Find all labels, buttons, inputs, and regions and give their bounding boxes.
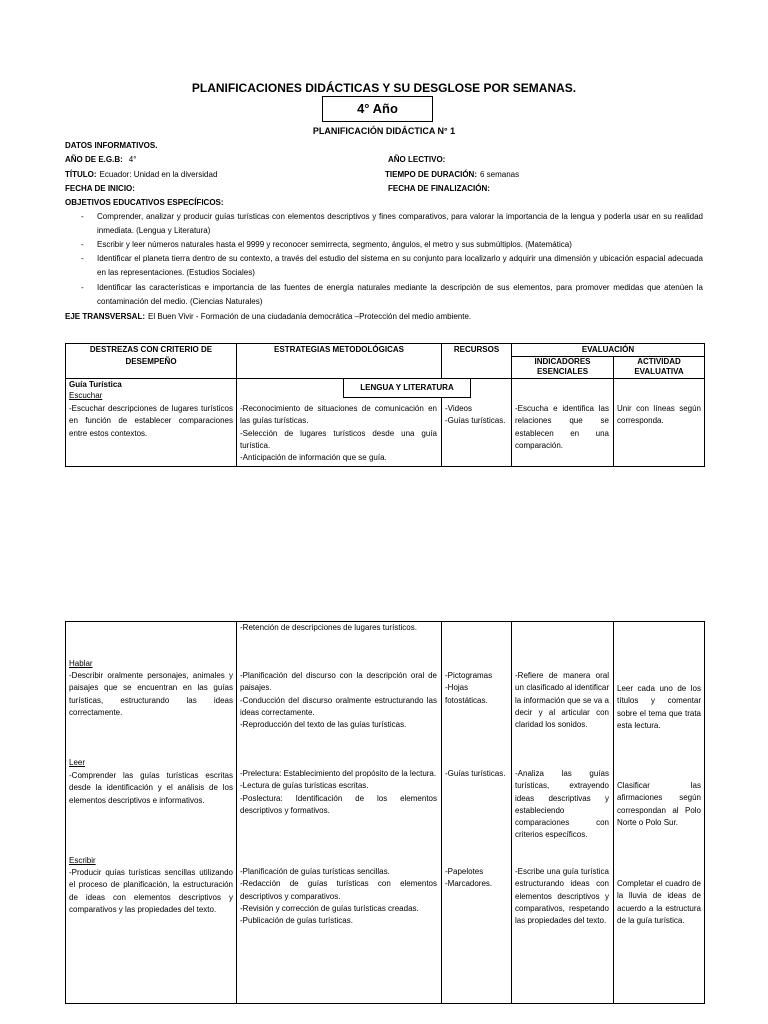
grade-box: 4° Año xyxy=(322,96,433,122)
cross-axis-row xyxy=(65,310,471,324)
activity-text: Completar el cuadro de la lluvia de ideas de acuerdo a la estructura de la guía turística. xyxy=(617,879,701,925)
column-divider xyxy=(441,344,442,466)
title-label: TÍTULO: xyxy=(65,170,97,179)
resources-list xyxy=(445,866,508,891)
strategy-item: -Planificación del discurso con la descripción oral de paisajes. xyxy=(240,671,437,693)
resource-item: -Guías turísticas. xyxy=(445,769,506,778)
skill-description: -Producir quías turísticas sencillas utilizando el proceso de planificación, la estructuración de ideas con elementos descriptivos y comparativos y las propiedades del texto. xyxy=(69,868,233,914)
indicator-text: -Analiza las guías turísticas, extrayendo ideas descriptivas y estableciendo comparaciones con criterios específicos. xyxy=(515,769,609,840)
resource-item: -Hojas fotostáticas. xyxy=(445,683,488,705)
skill-description: -Comprender las guías turísticas escritas desde la identificación y el análisis de los elementos descriptivos e informativos. xyxy=(69,771,233,805)
objective-item: Escribir y leer números naturales hasta el 9999 y reconocer semirrecta, segmento, ángulos, el metro y sus submúltiplos. (Matemática) xyxy=(97,240,572,249)
egb-label: AÑO DE E.G.B: xyxy=(65,155,123,164)
duration-row xyxy=(385,169,519,181)
skill-name: Leer xyxy=(69,758,86,767)
resources-list xyxy=(445,670,508,707)
area-label-box: LENGUA Y LITERATURA xyxy=(343,378,471,398)
document-title: PLANIFICACIONES DIDÁCTICAS Y SU DESGLOSE POR SEMANAS. xyxy=(191,81,577,95)
strategy-item: -Prelectura: Establecimiento del propósito de la lectura. xyxy=(240,769,437,778)
objective-item: Identificar el planeta tierra dentro de su contexto, a través del estudio del sistema en su conjunto para localizarlo y adquirir una dimensión y ubicación espacial adecuada en las representaciones. (Estudios Sociales) xyxy=(97,254,703,277)
strategy-item: -Revisión y corrección de guías turísticas creadas. xyxy=(240,903,419,913)
header-skills: DESTREZAS CON CRITERIO DE DESEMPEÑO xyxy=(89,345,213,366)
skill-name: Escribir xyxy=(69,856,96,865)
plan-table-part-2 xyxy=(65,621,705,1004)
strategy-item: -Conducción del discurso oralmente estructurando las ideas correctamente. xyxy=(240,695,437,717)
resources-list xyxy=(445,768,508,780)
header-evaluation: EVALUACIÓN xyxy=(581,345,635,354)
skill-description: -Describir oralmente personajes, animales y paisajes que se encuentran en las guías turísticas, estructurando las ideas correctamente. xyxy=(69,671,233,717)
end-date-label: FECHA DE FINALIZACIÓN: xyxy=(388,184,490,193)
activity-text: Clasificar las afirmaciones según correspondan al Polo Norte o Polo Sur. xyxy=(617,781,701,827)
resources-list xyxy=(445,403,508,428)
objective-item: Identificar las características e importancia de las fuentes de energía naturales mediante la descripción de sus elementos, para promover medidas que atenúen la contaminación del medio. (Ciencias Naturales) xyxy=(97,283,703,306)
title-row xyxy=(65,169,217,181)
skill-name: Escuchar xyxy=(69,391,103,400)
resource-item: -Videos xyxy=(445,404,472,413)
duration-label: TIEMPO DE DURACIÓN: xyxy=(385,170,477,179)
strategy-item: -Selección de lugares turísticos desde una guía turística. xyxy=(240,428,437,450)
duration-value: 6 semanas xyxy=(480,170,520,179)
skill-description: -Escuchar descripciones de lugares turísticos en función de establecer comparaciones entre estos contextos. xyxy=(69,404,233,438)
plan-table-part-1 xyxy=(65,343,705,467)
indicator-text: -Escribe una guía turística estructurando ideas con elementos descriptivos y comparativos, respetando las propiedades del texto. xyxy=(515,867,609,926)
objective-bullet: - xyxy=(81,254,84,263)
plan-subtitle: PLANIFICACIÓN DIDÁCTICA N° 1 xyxy=(312,126,456,136)
strategy-item: -Anticipación de información que se guía. xyxy=(240,453,387,463)
column-divider xyxy=(236,344,237,466)
objective-bullet: - xyxy=(81,212,84,221)
resource-item: -Guías turísticas. xyxy=(445,416,506,426)
objective-bullet: - xyxy=(81,240,84,249)
info-heading: DATOS INFORMATIVOS. xyxy=(65,141,158,150)
strategies-list xyxy=(240,866,437,927)
objective-item: Comprender, analizar y producir guías turísticas con elementos descriptivos y fines comparativos, para valorar la importancia de la lengua y poderla usar en su realidad inmediata. (Lengua y Literatura) xyxy=(97,212,703,235)
column-divider xyxy=(613,622,614,1003)
objectives-heading: OBJETIVOS EDUCATIVOS ESPECÍFICOS: xyxy=(65,198,224,207)
resource-item: -Marcadores. xyxy=(445,879,493,889)
cross-axis-label: EJE TRANSVERSAL: xyxy=(65,312,146,321)
strategy-item: -Reconocimiento de situaciones de comunicación en las guías turísticas. xyxy=(240,404,437,426)
resource-item: -Papelotes xyxy=(445,867,484,876)
egb-row xyxy=(65,154,136,166)
strategy-item: -Planificación de guías turísticas sencillas. xyxy=(240,867,390,876)
column-divider xyxy=(236,622,237,1003)
column-divider xyxy=(441,622,442,1003)
title-value: Ecuador: Unidad en la diversidad xyxy=(99,170,218,179)
header-strategies: ESTRATEGIAS METODOLÓGICAS xyxy=(274,345,404,354)
header-resources: RECURSOS xyxy=(453,345,500,354)
objective-bullet: - xyxy=(81,283,84,292)
resource-item: -Pictogramas xyxy=(445,671,493,680)
unit-title: Guía Turística xyxy=(69,380,122,389)
egb-value: 4° xyxy=(128,155,137,164)
strategies-list xyxy=(240,670,437,731)
school-year-label: AÑO LECTIVO: xyxy=(388,155,446,164)
activity-text: Unir con líneas según corresponda. xyxy=(617,404,701,426)
start-date-label: FECHA DE INICIO: xyxy=(65,184,135,193)
cross-axis-value: El Buen Vivir - Formación de una ciudadanía democrática –Protección del medio ambiente. xyxy=(148,312,472,321)
strategy-item: -Publicación de guías turísticas. xyxy=(240,916,353,926)
header-indicators: INDICADORES ESENCIALES xyxy=(534,357,591,376)
strategies-list xyxy=(240,768,437,817)
strategy-item: -Poslectura: Identificación de los elementos descriptivos y formativos. xyxy=(240,793,437,815)
column-divider xyxy=(511,344,512,466)
strategies-list xyxy=(240,403,437,464)
strategy-item: -Lectura de guías turísticas escritas. xyxy=(240,781,369,791)
strategy-item: -Redacción de guías turísticas con elementos descriptivos y comparativos. xyxy=(240,879,437,901)
activity-text: Leer cada uno de los títulos y comentar sobre el tema que trata esta lectura. xyxy=(617,684,701,730)
header-activity: ACTIVIDAD EVALUATIVA xyxy=(634,357,684,376)
column-divider xyxy=(511,622,512,1003)
strategy-item: -Reproducción del texto de las guías turísticas. xyxy=(240,720,407,730)
skill-name: Hablar xyxy=(69,659,93,668)
indicator-text: -Refiere de manera oral un clasificado al identificar la información que se va a decir y al articular con claridad los sonidos. xyxy=(515,671,609,730)
column-divider xyxy=(613,356,614,466)
indicator-text: -Escucha e identifica las relaciones que se establecen en una comparación. xyxy=(515,404,609,450)
strategy-item: -Retención de descripciones de lugares turísticos. xyxy=(240,623,417,632)
